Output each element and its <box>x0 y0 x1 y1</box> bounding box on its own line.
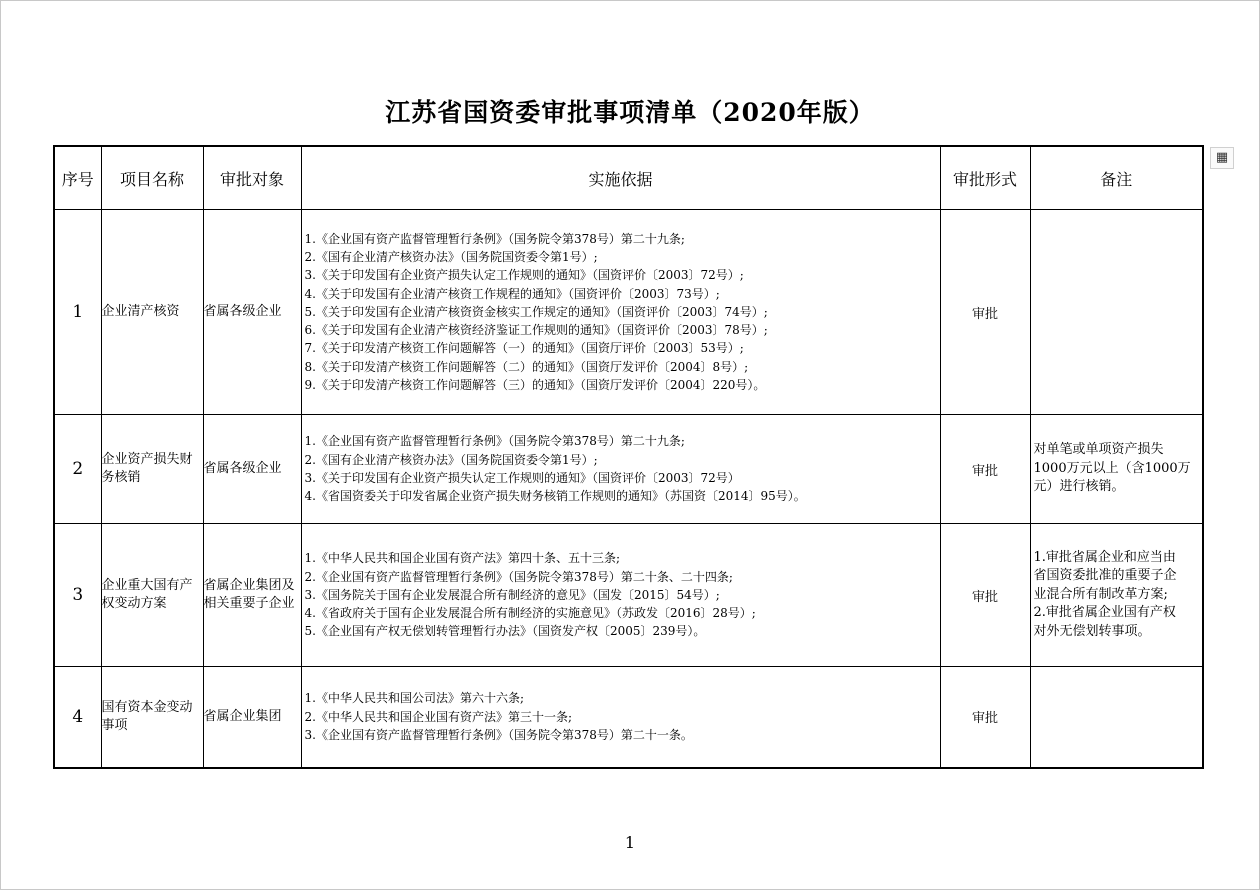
row-target: 省属各级企业 <box>203 415 301 524</box>
row-basis <box>301 415 940 524</box>
row-remark <box>1030 524 1203 667</box>
approval-table <box>53 145 1204 769</box>
row-form: 审批 <box>940 524 1030 667</box>
header-basis: 实施依据 <box>301 146 940 210</box>
document-title: 江苏省国资委审批事项清单（2020年版） <box>385 98 875 127</box>
basis-item: 4.《省政府关于国有企业发展混合所有制经济的实施意见》（苏政发〔2016〕28号）; <box>304 606 756 621</box>
row-form: 审批 <box>940 415 1030 524</box>
row-target: 省属各级企业 <box>203 210 301 415</box>
basis-item: 3.《关于印发国有企业资产损失认定工作规则的通知》（国资评价〔2003〕72号） <box>304 471 740 485</box>
table-row <box>54 524 1203 667</box>
row-target: 省属企业集团 <box>203 667 301 768</box>
basis-item: 8.《关于印发清产核资工作问题解答（二）的通知》（国资厅发评价〔2004〕8号）; <box>304 359 749 374</box>
page-number: 1 <box>624 833 636 852</box>
row-seq: 4 <box>54 667 101 768</box>
basis-item: 6.《关于印发国有企业清产核资经济鉴证工作规则的通知》（国资评价〔2003〕78号）; <box>304 323 768 338</box>
table-icon[interactable]: ▦ <box>1210 147 1234 169</box>
header-name: 项目名称 <box>101 146 203 210</box>
row-seq: 1 <box>54 210 101 415</box>
basis-item: 2.《国有企业清产核资办法》（国务院国资委令第1号）; <box>304 249 598 264</box>
header-target: 审批对象 <box>203 146 301 210</box>
basis-item: 1.《企业国有资产监督管理暂行条例》（国务院令第378号）第二十九条; <box>304 231 685 246</box>
basis-item: 7.《关于印发清产核资工作问题解答（一）的通知》（国资厅评价〔2003〕53号）; <box>304 341 744 356</box>
table-row <box>54 667 1203 768</box>
row-basis <box>301 524 940 667</box>
row-name: 企业重大国有产权变动方案 <box>101 524 203 667</box>
row-name: 国有资本金变动事项 <box>101 667 203 768</box>
basis-item: 2.《中华人民共和国企业国有资产法》第三十一条; <box>304 709 572 724</box>
basis-item: 3.《国务院关于国有企业发展混合所有制经济的意见》（国发〔2015〕54号）; <box>304 587 720 602</box>
row-seq: 3 <box>54 524 101 667</box>
basis-item: 4.《省国资委关于印发省属企业资产损失财务核销工作规则的通知》（苏国资〔2014〕95号）。 <box>304 489 806 504</box>
header-seq: 序号 <box>54 146 101 210</box>
row-form: 审批 <box>940 210 1030 415</box>
row-basis <box>301 667 940 768</box>
header-form: 审批形式 <box>940 146 1030 210</box>
basis-item: 2.《企业国有资产监督管理暂行条例》（国务院令第378号）第二十条、二十四条; <box>304 569 733 584</box>
remark-line: 1.审批省属企业和应当由 <box>1033 549 1176 565</box>
remark-line: 元）进行核销。 <box>1033 479 1125 495</box>
row-form: 审批 <box>940 667 1030 768</box>
row-target: 省属企业集团及相关重要子企业 <box>203 524 301 667</box>
row-basis <box>301 210 940 415</box>
basis-item: 3.《关于印发国有企业资产损失认定工作规则的通知》（国资评价〔2003〕72号）; <box>304 268 744 283</box>
remark-line: 对外无偿划转事项。 <box>1033 623 1151 639</box>
remark-line: 对单笔或单项资产损失 <box>1033 442 1164 458</box>
basis-item: 4.《关于印发国有企业清产核资工作规程的通知》（国资评价〔2003〕73号）; <box>304 286 720 301</box>
basis-item: 1.《企业国有资产监督管理暂行条例》（国务院令第378号）第二十九条; <box>304 434 685 449</box>
basis-item: 5.《关于印发国有企业清产核资资金核实工作规定的通知》（国资评价〔2003〕74号）; <box>304 304 768 319</box>
table-header-row <box>54 146 1203 210</box>
basis-item: 3.《企业国有资产监督管理暂行条例》（国务院令第378号）第二十一条。 <box>304 727 693 742</box>
remark-line: 2.审批省属企业国有产权 <box>1033 605 1176 621</box>
remark-line: 1000万元以上（含1000万 <box>1033 460 1191 476</box>
header-remark: 备注 <box>1030 146 1203 210</box>
basis-item: 1.《中华人民共和国公司法》第六十六条; <box>304 691 524 706</box>
remark-line: 省国资委批准的重要子企 <box>1033 568 1177 584</box>
table-row <box>54 210 1203 415</box>
row-remark <box>1030 210 1203 415</box>
row-seq: 2 <box>54 415 101 524</box>
basis-item: 1.《中华人民共和国企业国有资产法》第四十条、五十三条; <box>304 551 620 566</box>
row-name: 企业清产核资 <box>101 210 203 415</box>
remark-line: 业混合所有制改革方案; <box>1033 586 1168 602</box>
row-name: 企业资产损失财务核销 <box>101 415 203 524</box>
row-remark <box>1030 415 1203 524</box>
basis-item: 2.《国有企业清产核资办法》（国务院国资委令第1号）; <box>304 452 598 467</box>
table-row <box>54 415 1203 524</box>
basis-item: 5.《企业国有产权无偿划转管理暂行办法》（国资发产权〔2005〕239号）。 <box>304 624 706 639</box>
basis-item: 9.《关于印发清产核资工作问题解答（三）的通知》（国资厅发评价〔2004〕220号）。 <box>304 378 766 393</box>
row-remark <box>1030 667 1203 768</box>
